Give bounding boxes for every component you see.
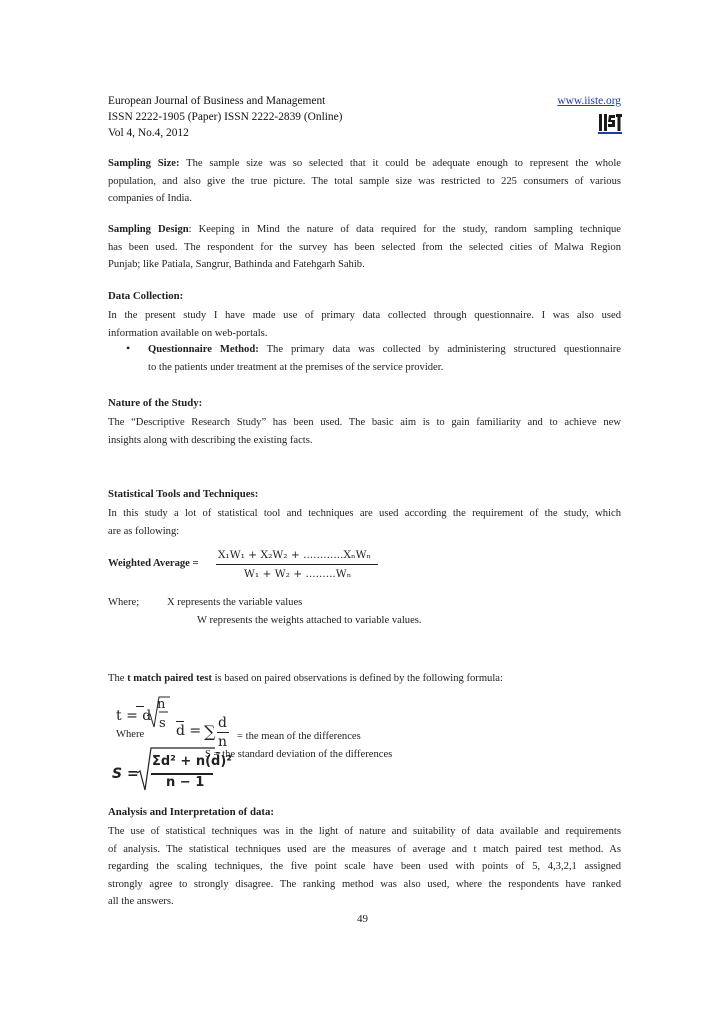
mean-fraction-bar xyxy=(217,732,229,733)
sampling-size-label: Sampling Size xyxy=(108,158,177,169)
where-label: Where; xyxy=(108,597,140,608)
weighted-average-numerator: X₁W₁ + X₂W₂ + ............XₙWₙ xyxy=(218,549,372,561)
d-mean-equation: d = xyxy=(176,723,202,739)
journal-url-link[interactable]: www.iiste.org xyxy=(557,95,621,107)
d-bar xyxy=(136,706,144,707)
nature-heading: Nature of the Study: xyxy=(108,397,203,409)
s-lhs: S = xyxy=(112,766,139,782)
sigma-icon: ∑ xyxy=(204,722,216,741)
ttest-intro: The t match paired test is based on paired observations is defined by the following formula: xyxy=(108,673,503,684)
issn-line: ISSN 2222-1905 (Paper) ISSN 2222-2839 (Online) xyxy=(108,111,343,123)
fraction-bar xyxy=(216,564,378,565)
n-numerator: n xyxy=(157,697,166,712)
radicand-denominator: n − 1 xyxy=(166,775,205,790)
weighted-average-denominator: W₁ + W₂ + .........Wₙ xyxy=(244,568,352,580)
tools-paragraph: In this study a lot of statistical tool and techniques are used according the requirement of the study, which are as following: xyxy=(108,508,621,537)
sampling-design-paragraph: Sampling Design: Keeping in Mind the nature of data required for the study, random sampling technique has been used. The respondent for the survey has been selected from the selected cities of Malwa Region Punjab; like Patiala, Sangrur, Bathinda and Fatehgarh Sahib. xyxy=(108,224,621,271)
questionnaire-method-item: Questionnaire Method: The primary data was collected by administering structured questionnaire to the patients under treatment at the premises of the service provider. xyxy=(148,344,621,373)
volume-line: Vol 4, No.4, 2012 xyxy=(108,127,189,139)
weighted-average-label: Weighted Average = xyxy=(108,558,199,569)
d-mean-bar xyxy=(176,721,184,722)
mean-definition: = the mean of the differences xyxy=(237,731,361,742)
data-collection-heading: Data Collection: xyxy=(108,290,184,302)
n-denominator: n xyxy=(218,734,228,750)
sd-definition: S = the standard deviation of the differences xyxy=(205,749,393,760)
journal-title: European Journal of Business and Management xyxy=(108,95,326,107)
analysis-paragraph: The use of statistical techniques was in the light of nature and suitability of data available and requirements of analysis. The statistical techniques used are the measures of average and t match paired test method. As regarding the scaling techniques, the five point scale have been used with points of 5, 4,3,2,1 assigned strongly agree to strongly disagree. The ranking method was also used, where the respondents have ranked all the answers. xyxy=(108,826,621,908)
nature-paragraph: The “Descriptive Research Study” has been used. The basic aim is to gain familiarity and to achieve new insights along with describing the existing facts. xyxy=(108,417,621,446)
radicand-numerator: Σd² + n(d̄)² xyxy=(152,754,232,769)
page-number: 49 xyxy=(357,913,368,925)
w-definition: W represents the weights attached to variable values. xyxy=(197,615,422,626)
sampling-size-paragraph: Sampling Size: The sample size was so selected that it could be adequate enough to represent the whole population, and also give the true picture. The total sample size was restricted to 225 consumers of various companies of India. xyxy=(108,158,621,205)
where-label-2: Where xyxy=(116,729,145,740)
bullet-marker: • xyxy=(126,341,131,355)
d-numerator: d xyxy=(218,715,227,731)
data-collection-paragraph: In the present study I have made use of primary data collected through questionnaire. I was also used information available on web-portals. xyxy=(108,310,621,339)
s-denominator: s xyxy=(159,716,166,731)
sampling-design-label: Sampling Design xyxy=(108,224,189,235)
tools-heading: Statistical Tools and Techniques: xyxy=(108,488,259,500)
x-definition: X represents the variable values xyxy=(167,597,303,608)
analysis-heading: Analysis and Interpretation of data: xyxy=(108,806,274,818)
t-equation: t = d xyxy=(116,708,152,724)
iiste-logo-icon xyxy=(598,111,622,135)
